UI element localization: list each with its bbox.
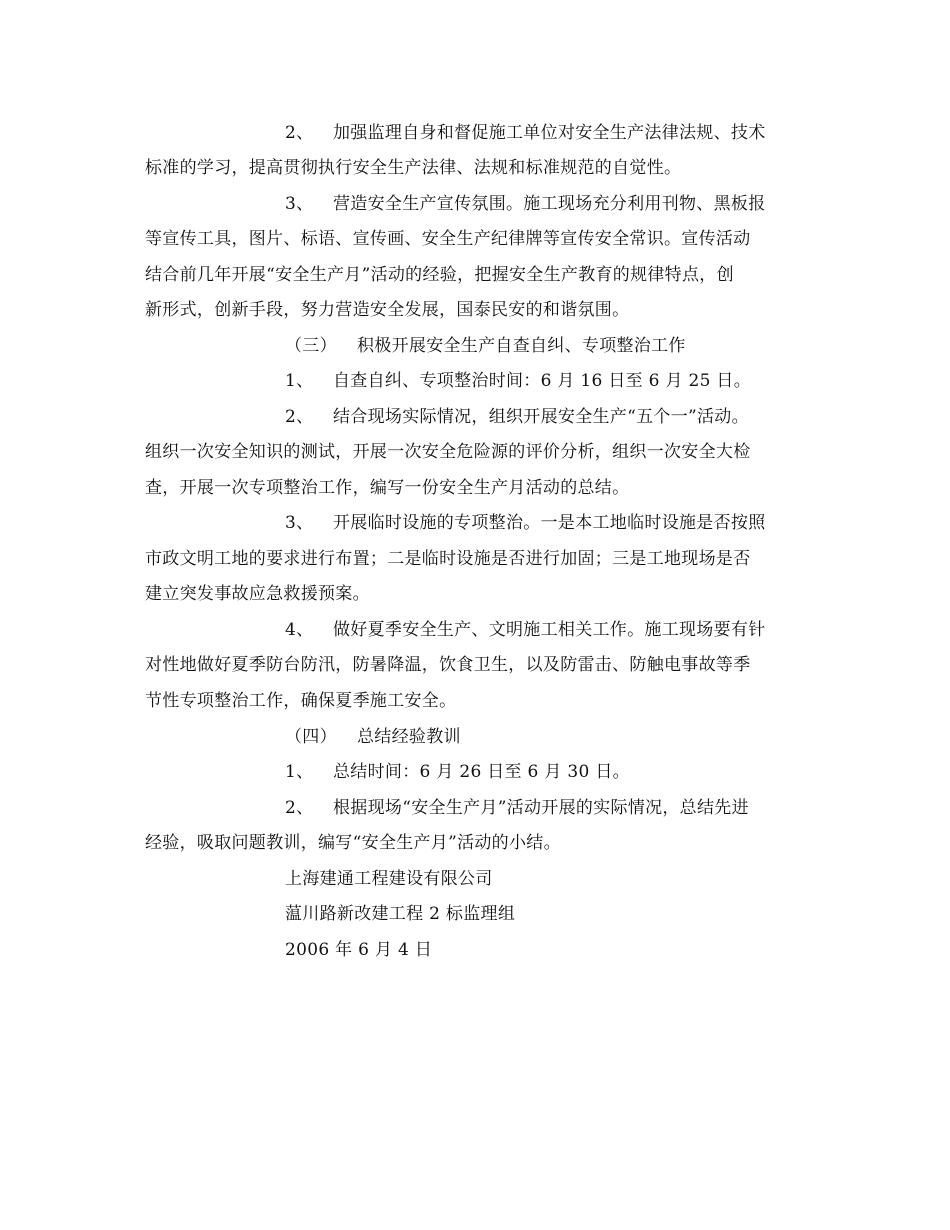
section-3-item-4-line-3: 节性专项整治工作，确保夏季施工安全。 — [145, 691, 457, 711]
section-3-item-3-line-1 — [285, 512, 766, 534]
section-number: （三） — [285, 336, 337, 356]
item-3-line-1 — [285, 193, 766, 215]
item-text: 自查自纠、专项整治时间：6 月 16 日至 6 月 25 日。 — [333, 371, 752, 391]
section-3-item-4-line-2: 对性地做好夏季防台防汛，防暑降温，饮食卫生，以及防雷击、防触电事故等季 — [145, 655, 751, 675]
section-4-item-2-line-1 — [285, 797, 749, 819]
section-4-item-2-line-2: 经验，吸取问题教训，编写“安全生产月”活动的小结。 — [145, 833, 561, 853]
section-3-item-2-line-2: 组织一次安全知识的测试，开展一次安全危险源的评价分析，组织一次安全大检 — [145, 442, 751, 462]
section-3-item-1 — [285, 370, 751, 392]
item-number: 1、 — [285, 762, 314, 782]
item-2-line-2: 标准的学习，提高贯彻执行安全生产法律、法规和标准规范的自觉性。 — [145, 158, 682, 178]
section-3-item-3-line-3: 建立突发事故应急救援预案。 — [145, 584, 370, 604]
signature-date: 2006 年 6 月 4 日 — [285, 940, 433, 960]
section-3-item-4-line-1 — [285, 619, 766, 641]
item-number: 2、 — [285, 123, 314, 143]
item-text: 总结时间：6 月 26 日至 6 月 30 日。 — [333, 762, 630, 782]
item-3-line-2: 等宣传工具，图片、标语、宣传画、安全生产纪律牌等宣传安全常识。宣传活动 — [145, 229, 751, 249]
item-3-line-4: 新形式，创新手段，努力营造安全发展，国泰民安的和谐氛围。 — [145, 300, 630, 320]
item-text: 根据现场“安全生产月”活动开展的实际情况，总结先进 — [333, 798, 749, 818]
section-3-item-2-line-3: 查，开展一次专项整治工作，编写一份安全生产月活动的总结。 — [145, 478, 630, 498]
item-number: 2、 — [285, 798, 314, 818]
item-2-line-1 — [285, 122, 766, 144]
item-3-line-3: 结合前几年开展“安全生产月”活动的经验，把握安全生产教育的规律特点，创 — [145, 265, 734, 285]
item-number: 1、 — [285, 371, 314, 391]
section-3-item-3-line-2: 市政文明工地的要求进行布置；二是临时设施是否进行加固；三是工地现场是否 — [145, 549, 751, 569]
section-number: （四） — [285, 727, 337, 747]
section-3-item-2-line-1 — [285, 406, 749, 428]
item-text: 结合现场实际情况，组织开展安全生产“五个一”活动。 — [333, 407, 749, 427]
item-number: 3、 — [285, 513, 314, 533]
item-number: 2、 — [285, 407, 314, 427]
section-4-heading — [285, 726, 461, 748]
item-text: 开展临时设施的专项整治。一是本工地临时设施是否按照 — [333, 513, 766, 533]
item-number: 3、 — [285, 194, 314, 214]
section-title: 总结经验教训 — [357, 727, 461, 747]
section-3-heading — [285, 335, 686, 357]
signature-company: 上海建通工程建设有限公司 — [285, 869, 493, 889]
item-number: 4、 — [285, 620, 314, 640]
item-text: 加强监理自身和督促施工单位对安全生产法律法规、技术 — [333, 123, 766, 143]
section-title: 积极开展安全生产自查自纠、专项整治工作 — [357, 336, 686, 356]
section-4-item-1 — [285, 761, 630, 783]
signature-group: 蕰川路新改建工程 2 标监理组 — [285, 904, 516, 924]
item-text: 营造安全生产宣传氛围。施工现场充分利用刊物、黑板报 — [333, 194, 766, 214]
item-text: 做好夏季安全生产、文明施工相关工作。施工现场要有针 — [333, 620, 766, 640]
